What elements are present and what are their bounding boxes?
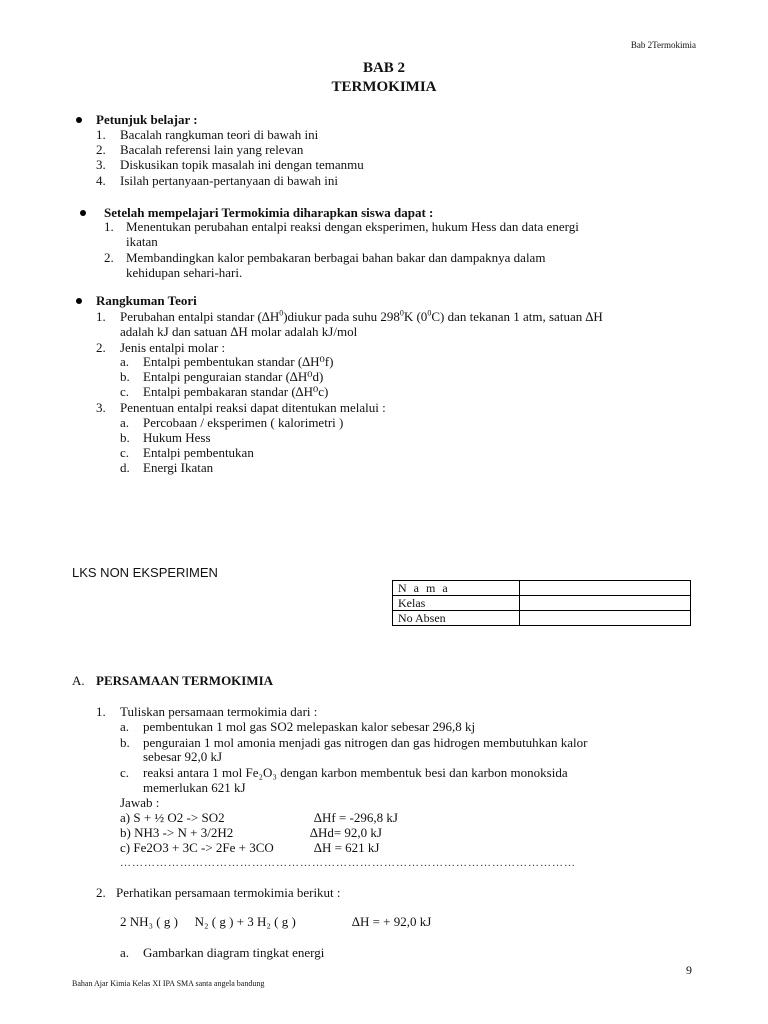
running-header: Bab 2Termokimia xyxy=(630,40,696,50)
list-number: 2. xyxy=(96,340,106,355)
rangkuman-heading: Rangkuman Teori xyxy=(96,293,197,308)
answer-enthalpy: ∆Hd= 92,0 kJ xyxy=(310,825,382,840)
sub-letter: a. xyxy=(120,415,130,430)
list-item-continuation: kehidupan sehari-hari. xyxy=(126,265,243,280)
sub-letter: b. xyxy=(120,369,130,384)
list-number: 3. xyxy=(96,400,106,415)
chapter-title: TERMOKIMIA xyxy=(331,79,437,95)
sub-item: Entalpi pembentukan standar (∆H⁰f) xyxy=(143,354,334,369)
list-number: 2. xyxy=(104,250,114,265)
list-item: Diskusikan topik masalah ini dengan temanmu xyxy=(120,157,364,172)
sub-letter: d. xyxy=(120,460,130,475)
sub-letter: a. xyxy=(120,719,130,734)
answer-enthalpy: ∆Hf = -296,8 kJ xyxy=(314,810,398,825)
student-info-table xyxy=(392,580,691,626)
list-item-continuation: adalah kJ dan satuan ∆H molar adalah kJ/mol xyxy=(120,324,358,339)
sub-letter: c. xyxy=(120,384,130,399)
sub-item: Entalpi penguraian standar (∆H⁰d) xyxy=(143,369,324,384)
tujuan-heading: Setelah mempelajari Termokimia diharapkan siswa dapat : xyxy=(104,205,434,220)
sub-item: Entalpi pembakaran standar (∆H⁰c) xyxy=(143,384,329,399)
list-item: Isilah pertanyaan-pertanyaan di bawah ini xyxy=(120,173,339,188)
sub-item: Energi Ikatan xyxy=(143,460,214,475)
bullet-icon xyxy=(76,117,82,123)
question-text: Tuliskan persamaan termokimia dari : xyxy=(120,704,318,719)
answer-dotted-line: …………………………………………………………………………………………………… xyxy=(120,857,576,869)
bullet-icon xyxy=(76,298,82,304)
list-item: Jenis entalpi molar : xyxy=(120,340,226,355)
sub-item: Gambarkan diagram tingkat energi xyxy=(143,945,325,960)
absen-label: No Absen xyxy=(393,611,520,626)
sub-item-continuation: sebesar 92,0 kJ xyxy=(143,749,223,764)
lks-title: LKS NON EKSPERIMEN xyxy=(72,565,218,580)
thermochemical-equation: 2 NH₃ ( g ) ⃞ N₂ ( g ) + 3 H₂ ( g ) xyxy=(120,914,296,929)
list-number: 3. xyxy=(96,157,106,172)
equation-enthalpy: ∆H = + 92,0 kJ xyxy=(352,914,432,929)
sub-item: Percobaan / eksperimen ( kalorimetri ) xyxy=(143,415,344,430)
question-text: Perhatikan persamaan termokimia berikut : xyxy=(116,885,341,900)
absen-field[interactable] xyxy=(520,611,691,626)
list-item-continuation: ikatan xyxy=(126,234,158,249)
list-number: 1. xyxy=(96,309,106,324)
table-row xyxy=(393,596,691,611)
question-number: 2. xyxy=(96,885,106,900)
answer-equation: a) S + ½ O2 -> SO2 xyxy=(120,810,225,825)
list-item: Penentuan entalpi reaksi dapat ditentukan melalui : xyxy=(120,400,386,415)
sub-item: pembentukan 1 mol gas SO2 melepaskan kalor sebesar 296,8 kj xyxy=(143,719,476,734)
chapter-number: BAB 2 xyxy=(362,60,406,76)
sub-item: penguraian 1 mol amonia menjadi gas nitrogen dan gas hidrogen membutuhkan kalor xyxy=(143,735,588,750)
table-row xyxy=(393,611,691,626)
list-number: 1. xyxy=(104,219,114,234)
sub-item: reaksi antara 1 mol Fe₂O₃ dengan karbon membentuk besi dan karbon monoksida xyxy=(143,765,568,780)
answer-label: Jawab : xyxy=(120,795,160,810)
list-item: Bacalah referensi lain yang relevan xyxy=(120,142,304,157)
sub-letter: c. xyxy=(120,765,130,780)
section-title: PERSAMAAN TERMOKIMIA xyxy=(96,673,274,688)
sub-item: Hukum Hess xyxy=(143,430,211,445)
list-number: 2. xyxy=(96,142,106,157)
list-number: 1. xyxy=(96,127,106,142)
page-number: 9 xyxy=(686,963,692,977)
name-field[interactable] xyxy=(520,581,691,596)
sub-letter: a. xyxy=(120,945,130,960)
sub-letter: b. xyxy=(120,735,130,750)
list-item: Membandingkan kalor pembakaran berbagai bahan bakar dan dampaknya dalam xyxy=(126,250,546,265)
list-item: Bacalah rangkuman teori di bawah ini xyxy=(120,127,319,142)
list-item: Menentukan perubahan entalpi reaksi dengan eksperimen, hukum Hess dan data energi xyxy=(126,219,579,234)
sub-letter: b. xyxy=(120,430,130,445)
sub-item-continuation: memerlukan 621 kJ xyxy=(143,780,246,795)
question-number: 1. xyxy=(96,704,106,719)
sub-letter: a. xyxy=(120,354,130,369)
list-item: Perubahan entalpi standar $(\Delta H^0)diukur$ pada suhu $298^0K$ $(0^0C)$ dan tekanan 1 atm, satuan ∆H xyxy=(120,308,603,324)
name-label: N a m a xyxy=(393,581,520,596)
bullet-icon xyxy=(80,210,86,216)
class-label: Kelas xyxy=(393,596,520,611)
class-field[interactable] xyxy=(520,596,691,611)
table-row xyxy=(393,581,691,596)
petunjuk-heading: Petunjuk belajar : xyxy=(96,112,198,127)
footer-text: Bahan Ajar Kimia Kelas XI IPA SMA santa angela bandung xyxy=(72,979,265,988)
answer-enthalpy: ∆H = 621 kJ xyxy=(314,840,380,855)
sub-item: Entalpi pembentukan xyxy=(143,445,254,460)
sub-letter: c. xyxy=(120,445,130,460)
list-number: 4. xyxy=(96,173,106,188)
section-letter: A. xyxy=(72,673,85,688)
answer-equation: c) Fe2O3 + 3C -> 2Fe + 3CO xyxy=(120,840,274,855)
answer-equation: b) NH3 -> N + 3/2H2 xyxy=(120,825,234,840)
